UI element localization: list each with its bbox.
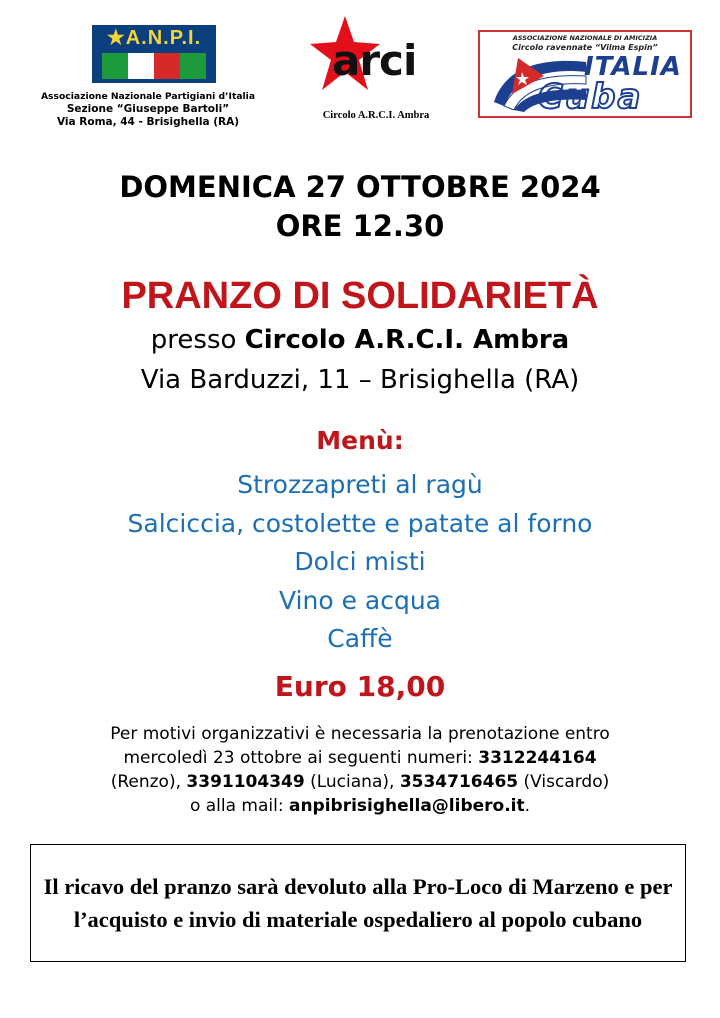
menu-list (0, 466, 720, 659)
phone-number-3[interactable]: 3534716465 (399, 772, 519, 792)
cuba-wordmark-text: Cuba (538, 78, 643, 114)
venue-prefix: presso (150, 325, 245, 355)
booking-line-3 (40, 770, 680, 794)
event-address: Via Barduzzi, 11 – Brisighella (RA) (140, 365, 580, 395)
contact-name-2: (Luciana), (304, 772, 400, 792)
booking-numbers-intro: mercoledì 23 ottobre ai seguenti numeri: (123, 748, 479, 768)
anpi-section-name: Sezione “Giuseppe Bartoli” (66, 103, 230, 115)
anpi-stripe-green-2 (180, 53, 206, 79)
italia-wordmark: ITALIA (584, 52, 682, 82)
phone-number-1[interactable]: 3312244164 (478, 748, 597, 768)
menu-item: Strozzapreti al ragù (237, 470, 483, 499)
menu-item: Caffè (327, 624, 393, 653)
menu-title: Menù: (316, 426, 404, 455)
arci-logo (296, 14, 456, 126)
anpi-stripe-red (154, 53, 180, 79)
event-date: DOMENICA 27 OTTOBRE 2024 (119, 170, 601, 204)
cuba-wordmark (532, 78, 688, 114)
italia-cuba-circle-line: Circolo ravennate “Vilma Espin” (512, 43, 658, 52)
booking-line-1: Per motivi organizzativi è necessaria la prenotazione entro (110, 724, 610, 744)
mail-suffix: . (524, 796, 531, 816)
anpi-emblem-title: ★A.N.P.I. (106, 27, 202, 49)
anpi-address-block (30, 90, 266, 129)
italia-cuba-association-line: ASSOCIAZIONE NAZIONALE DI AMICIZIA (512, 34, 658, 42)
email-link[interactable]: anpibrisighella@libero.it (288, 796, 525, 816)
event-title: PRANZO DI SOLIDARIETÀ (121, 275, 599, 317)
anpi-stripe-white (128, 53, 154, 79)
booking-line-4 (40, 794, 680, 818)
anpi-association-name: Associazione Nazionale Partigiani d’Italia (40, 91, 256, 102)
event-venue (0, 322, 720, 358)
anpi-address: Via Roma, 44 - Brisighella (RA) (56, 116, 240, 128)
booking-line-2 (40, 746, 680, 770)
arci-caption: Circolo A.R.C.I. Ambra (322, 110, 430, 121)
menu-item: Salciccia, costolette e patate al forno (127, 508, 593, 538)
phone-number-2[interactable]: 3391104349 (186, 772, 305, 792)
menu-item: Vino e acqua (278, 585, 441, 615)
proceeds-notice-text: Il ricavo del pranzo sarà devoluto alla Pro-Loco di Marzeno e per l’acquisto e invio di materiale ospedaliero al popolo cubano (43, 874, 673, 932)
proceeds-notice-box (30, 844, 686, 962)
contact-name-3: (Viscardo) (518, 772, 610, 792)
arci-wordmark: arci (332, 36, 417, 85)
mail-prefix: o alla mail: (189, 796, 289, 816)
anpi-flag-emblem (92, 25, 216, 83)
menu-item: Dolci misti (294, 547, 426, 576)
booking-info (40, 722, 680, 818)
anpi-logo (30, 20, 266, 130)
contact-name-1: (Renzo), (110, 772, 187, 792)
venue-name: Circolo A.R.C.I. Ambra (244, 325, 570, 355)
event-time: ORE 12.30 (275, 209, 445, 243)
anpi-stripe-green (102, 53, 128, 79)
price: Euro 18,00 (274, 670, 446, 703)
italia-cuba-logo (478, 30, 692, 118)
